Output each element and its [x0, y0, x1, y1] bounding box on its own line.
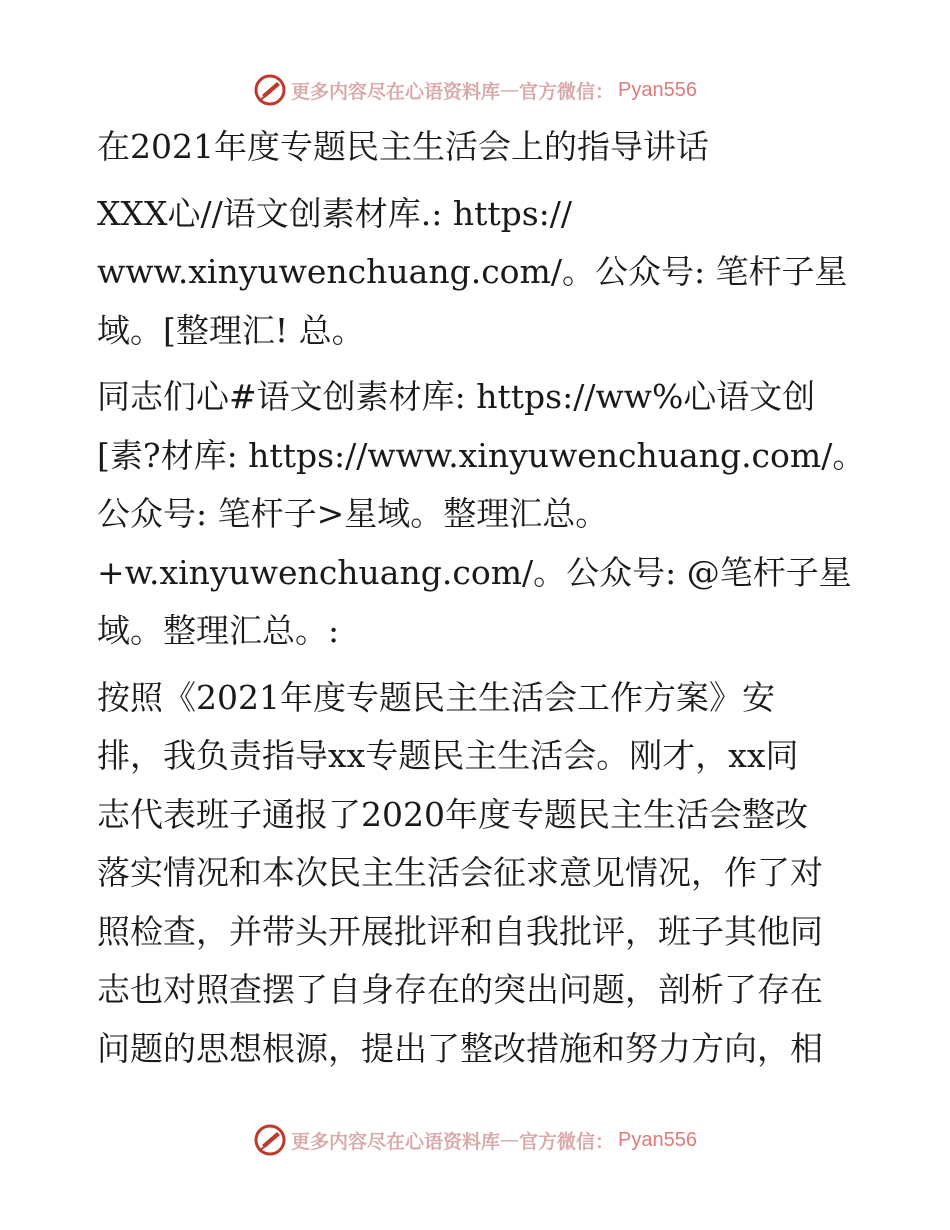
banner-official-label: 官方微信：	[519, 80, 615, 103]
paragraph-line: 志代表班子通报了2020年度专题民主生活会整改	[97, 794, 808, 834]
header-banner	[0, 70, 950, 110]
paragraph-line: 照检查，并带头开展批评和自我批评，班子其他同	[97, 911, 823, 951]
paragraph-3	[97, 669, 857, 1079]
paragraph-2	[97, 368, 866, 661]
footer-banner	[0, 1120, 950, 1160]
logo-icon	[253, 73, 287, 107]
paragraph-line: 公众号: 笔杆子>星域。整理汇总。	[97, 494, 609, 533]
document-title: 在2021年度专题民主生活会上的指导讲话	[97, 127, 709, 166]
document-body	[97, 118, 866, 1086]
paragraph-line: XXX心//语文创素材库.: https://	[97, 193, 573, 233]
banner-brand-text: 更多内容尽在心语资料库	[291, 1130, 501, 1153]
paragraph-line: 问题的思想根源，提出了整改措施和努力方向，相	[97, 1028, 823, 1068]
banner-wechat-id: Pyan556	[618, 1128, 697, 1151]
banner-brand-text: 更多内容尽在心语资料库	[291, 80, 501, 103]
paragraph-line: www.xinyuwenchuang.com/。公众号: 笔杆子星	[97, 252, 848, 291]
paragraph-1	[97, 185, 857, 361]
paragraph-line: +w.xinyuwenchuang.com/。公众号: @笔杆子星	[97, 552, 852, 592]
banner-separator: —	[500, 79, 520, 101]
paragraph-line: 按照《2021年度专题民主生活会工作方案》安	[97, 677, 775, 717]
banner-separator: —	[500, 1129, 520, 1151]
paragraph-line: 同志们心#语文创素材库: https://ww%心语文创	[97, 377, 816, 416]
banner-official-label: 官方微信：	[519, 1130, 615, 1153]
paragraph-line: 域。[整理汇! 总。	[97, 310, 365, 350]
paragraph-line: 域。整理汇总。:	[97, 611, 340, 650]
paragraph-line: [素?材库: https://www.xinyuwenchuang.com/。	[97, 435, 866, 475]
paragraph-line: 落实情况和本次民主生活会征求意见情况，作了对	[97, 853, 823, 892]
banner-wechat-id: Pyan556	[618, 78, 697, 101]
paragraph-line: 排，我负责指导xx专题民主生活会。刚才，xx同	[97, 736, 799, 775]
paragraph-line: 志也对照查摆了自身存在的突出问题，剖析了存在	[97, 970, 823, 1009]
logo-icon	[253, 1123, 287, 1157]
